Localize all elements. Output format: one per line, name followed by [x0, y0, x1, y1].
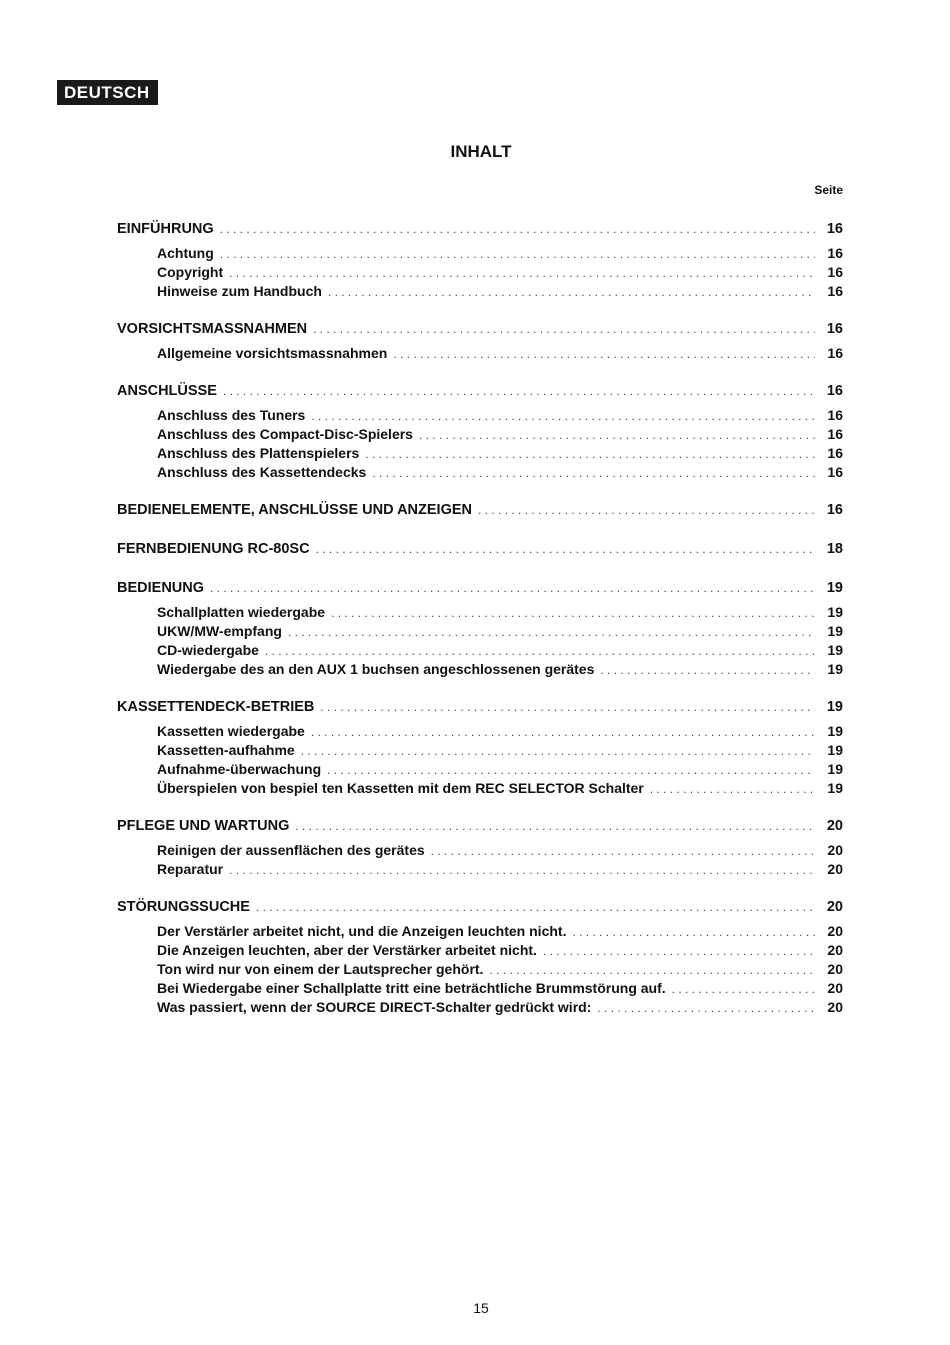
page-number: 15: [473, 1300, 489, 1316]
dot-leader: [489, 961, 815, 980]
toc-sub-entry-page: 19: [827, 723, 843, 739]
toc-sub-entry[interactable]: [0, 922, 843, 941]
toc-main-entry-page: 20: [826, 899, 843, 915]
dot-leader: [311, 407, 815, 426]
toc-section: [0, 319, 950, 363]
toc-main-entry[interactable]: [0, 319, 843, 340]
dot-leader: [650, 780, 815, 799]
toc-sub-entry[interactable]: [0, 244, 843, 263]
dot-leader: [431, 842, 815, 861]
toc-main-entry-page: 18: [826, 541, 843, 557]
page-column-label: Seite: [814, 183, 843, 197]
toc-main-entry-title: VORSICHTSMASSNAHMEN: [117, 321, 308, 337]
toc-section: [0, 816, 950, 879]
toc-sub-entry-page: 19: [827, 742, 843, 758]
dot-leader: [223, 381, 815, 402]
toc-main-entry-page: 16: [826, 321, 843, 337]
toc-sub-entry-title: Allgemeine vorsichtsmassnahmen: [157, 345, 388, 361]
toc-sub-entry-title: Überspielen von bespiel ten Kassetten mit dem REC SELECTOR Schalter: [157, 780, 644, 796]
dot-leader: [419, 426, 815, 445]
toc-sub-entry[interactable]: [0, 960, 843, 979]
toc-sub-entry-title: Reparatur: [157, 861, 224, 877]
toc-sub-entry-page: 20: [827, 999, 843, 1015]
toc-main-entry-title: FERNBEDIENUNG RC-80SC: [117, 541, 310, 557]
toc-section: [0, 219, 950, 301]
dot-leader: [301, 742, 815, 761]
toc-main-entry[interactable]: [0, 816, 843, 837]
toc-sub-entry-title: Anschluss des Tuners: [157, 407, 306, 423]
dot-leader: [372, 464, 815, 483]
toc-main-entry-title: KASSETTENDECK-BETRIEB: [117, 699, 315, 715]
toc-sub-entry[interactable]: [0, 998, 843, 1017]
toc-main-entry[interactable]: [0, 219, 843, 240]
dot-leader: [543, 942, 815, 961]
toc-sub-entry[interactable]: [0, 444, 843, 463]
toc-section: [0, 697, 950, 798]
toc-sub-entry-page: 20: [827, 980, 843, 996]
page-title: INHALT: [450, 142, 512, 161]
toc-sub-entry[interactable]: [0, 344, 843, 363]
toc-main-entry[interactable]: [0, 500, 843, 521]
toc-sub-entry[interactable]: [0, 622, 843, 641]
toc-sub-entry-title: Kassetten-aufhahme: [157, 742, 295, 758]
dot-leader: [229, 861, 815, 880]
toc-sub-entry[interactable]: [0, 722, 843, 741]
toc-main-entry-title: BEDIENUNG: [117, 580, 205, 596]
toc-sub-entry[interactable]: [0, 603, 843, 622]
dot-leader: [311, 723, 815, 742]
toc-sub-entry-page: 16: [827, 283, 843, 299]
toc-sub-entry[interactable]: [0, 979, 843, 998]
toc-sub-entry-title: Anschluss des Compact-Disc-Spielers: [157, 426, 413, 442]
toc-sub-entry-page: 20: [827, 842, 843, 858]
dot-leader: [288, 623, 815, 642]
toc-sub-entry[interactable]: [0, 641, 843, 660]
toc-sub-entry-page: 16: [827, 345, 843, 361]
toc-section: [0, 381, 950, 482]
dot-leader: [672, 980, 815, 999]
dot-leader: [313, 319, 815, 340]
table-of-contents: [0, 219, 950, 1035]
toc-sub-entry-title: Was passiert, wenn der SOURCE DIRECT-Schalter gedrückt wird:: [157, 999, 592, 1015]
toc-sub-entry-page: 19: [827, 780, 843, 796]
toc-sub-entry-page: 20: [827, 861, 843, 877]
toc-main-entry-page: 16: [826, 502, 843, 518]
toc-sub-entry[interactable]: [0, 841, 843, 860]
toc-sub-entry-title: Wiedergabe des an den AUX 1 buchsen angeschlossenen gerätes: [157, 661, 595, 677]
dot-leader: [295, 816, 815, 837]
dot-leader: [572, 923, 815, 942]
dot-leader: [265, 642, 815, 661]
toc-sub-entry-title: UKW/MW-empfang: [157, 623, 282, 639]
toc-sub-entry-page: 20: [827, 942, 843, 958]
toc-sub-entry[interactable]: [0, 860, 843, 879]
toc-sub-entry-title: Anschluss des Plattenspielers: [157, 445, 360, 461]
toc-main-entry[interactable]: [0, 539, 843, 560]
dot-leader: [393, 345, 815, 364]
toc-main-entry-title: BEDIENELEMENTE, ANSCHLÜSSE UND ANZEIGEN: [117, 502, 473, 518]
dot-leader: [328, 283, 815, 302]
dot-leader: [220, 219, 815, 240]
toc-main-entry-page: 20: [826, 818, 843, 834]
toc-sub-entry[interactable]: [0, 282, 843, 301]
toc-sub-entry-page: 20: [827, 923, 843, 939]
toc-sub-entry-title: Der Verstärler arbeitet nicht, und die Anzeigen leuchten nicht.: [157, 923, 567, 939]
language-badge: DEUTSCH: [57, 80, 158, 105]
dot-leader: [478, 500, 815, 521]
dot-leader: [220, 245, 815, 264]
toc-sub-entry-page: 16: [827, 264, 843, 280]
toc-sub-entry-page: 19: [827, 661, 843, 677]
toc-sub-entry-title: Hinweise zum Handbuch: [157, 283, 322, 299]
dot-leader: [320, 697, 815, 718]
toc-sub-entry[interactable]: [0, 660, 843, 679]
dot-leader: [316, 539, 815, 560]
toc-sub-entry[interactable]: [0, 941, 843, 960]
toc-sub-entry-page: 16: [827, 245, 843, 261]
toc-main-entry-page: 16: [826, 221, 843, 237]
dot-leader: [365, 445, 815, 464]
dot-leader: [256, 897, 815, 918]
toc-section: [0, 500, 950, 521]
toc-sub-entry-title: Achtung: [157, 245, 214, 261]
toc-main-entry-title: EINFÜHRUNG: [117, 221, 214, 237]
toc-main-entry-title: STÖRUNGSSUCHE: [117, 899, 250, 915]
toc-main-entry-page: 19: [826, 699, 843, 715]
toc-sub-entry-page: 19: [827, 642, 843, 658]
toc-main-entry[interactable]: [0, 381, 843, 402]
toc-sub-entry-page: 19: [827, 623, 843, 639]
toc-sub-entry-title: Copyright: [157, 264, 224, 280]
toc-section: [0, 539, 950, 560]
toc-sub-entry-page: 16: [827, 407, 843, 423]
dot-leader: [229, 264, 815, 283]
toc-sub-entry-title: Ton wird nur von einem der Lautsprecher gehört.: [157, 961, 484, 977]
toc-sub-entry-title: Aufnahme-überwachung: [157, 761, 322, 777]
toc-sub-entry-title: Kassetten wiedergabe: [157, 723, 305, 739]
toc-main-entry[interactable]: [0, 697, 843, 718]
toc-sub-entry-page: 19: [827, 604, 843, 620]
toc-sub-entry-title: Anschluss des Kassettendecks: [157, 464, 367, 480]
toc-main-entry-page: 19: [826, 580, 843, 596]
dot-leader: [600, 661, 815, 680]
toc-sub-entry[interactable]: [0, 779, 843, 798]
toc-sub-entry[interactable]: [0, 406, 843, 425]
dot-leader: [597, 999, 815, 1018]
toc-main-entry[interactable]: [0, 578, 843, 599]
toc-sub-entry[interactable]: [0, 463, 843, 482]
dot-leader: [331, 604, 815, 623]
toc-section: [0, 897, 950, 1017]
toc-main-entry-title: ANSCHLÜSSE: [117, 383, 217, 399]
toc-sub-entry-title: Reinigen der aussenflächen des gerätes: [157, 842, 425, 858]
toc-sub-entry[interactable]: [0, 741, 843, 760]
dot-leader: [327, 761, 815, 780]
toc-sub-entry-title: CD-wiedergabe: [157, 642, 259, 658]
toc-sub-entry[interactable]: [0, 425, 843, 444]
toc-section: [0, 578, 950, 679]
toc-sub-entry[interactable]: [0, 760, 843, 779]
toc-sub-entry-title: Schallplatten wiedergabe: [157, 604, 326, 620]
dot-leader: [210, 578, 815, 599]
toc-sub-entry-title: Bei Wiedergabe einer Schallplatte tritt eine beträchtliche Brummstörung auf.: [157, 980, 666, 996]
toc-main-entry[interactable]: [0, 897, 843, 918]
toc-main-entry-title: PFLEGE UND WARTUNG: [117, 818, 290, 834]
toc-main-entry-page: 16: [826, 383, 843, 399]
toc-sub-entry-page: 16: [827, 445, 843, 461]
toc-sub-entry[interactable]: [0, 263, 843, 282]
toc-sub-entry-page: 16: [827, 464, 843, 480]
toc-sub-entry-page: 16: [827, 426, 843, 442]
toc-sub-entry-title: Die Anzeigen leuchten, aber der Verstärker arbeitet nicht.: [157, 942, 537, 958]
toc-sub-entry-page: 20: [827, 961, 843, 977]
toc-sub-entry-page: 19: [827, 761, 843, 777]
